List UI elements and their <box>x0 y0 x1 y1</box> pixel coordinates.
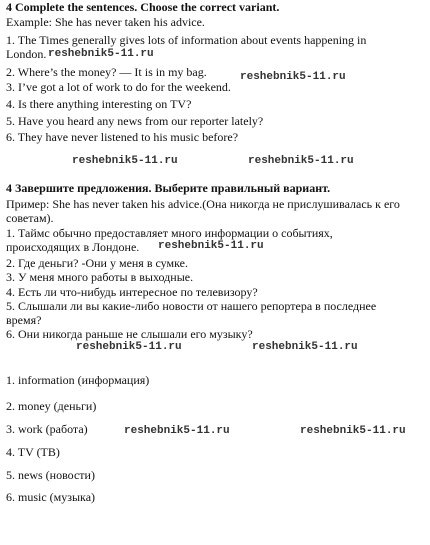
answer-2: 2. money (деньги) <box>6 399 97 413</box>
item-ru-5-continued: время? <box>6 313 42 327</box>
item-ru-4: 4. Есть ли что-нибудь интересное по телевизору? <box>6 285 258 299</box>
item-en-4: 4. Is there anything interesting on TV? <box>6 97 192 111</box>
watermark: reshebnik5-11.ru <box>48 48 154 60</box>
watermark: reshebnik5-11.ru <box>252 341 358 353</box>
item-en-3: 3. I’ve got a lot of work to do for the weekend. <box>6 80 231 94</box>
watermark: reshebnik5-11.ru <box>158 240 264 252</box>
watermark: reshebnik5-11.ru <box>124 425 230 437</box>
item-ru-3: 3. У меня много работы в выходные. <box>6 270 194 284</box>
example-en: Example: She has never taken his advice. <box>6 15 205 29</box>
item-ru-5: 5. Слышали ли вы какие-либо новости от нашего репортера в последнее <box>6 299 377 313</box>
watermark: reshebnik5-11.ru <box>240 71 346 83</box>
exercise-heading-en: 4 Complete the sentences. Choose the correct variant. <box>6 0 280 14</box>
answer-1: 1. information (информация) <box>6 373 150 387</box>
item-ru-6: 6. Они никогда раньше не слышали его музыку? <box>6 327 253 341</box>
watermark: reshebnik5-11.ru <box>248 155 354 167</box>
item-en-1: 1. The Times generally gives lots of information about events happening in <box>6 33 367 47</box>
item-ru-2: 2. Где деньги? -Они у меня в сумке. <box>6 256 188 270</box>
item-ru-1: 1. Таймс обычно предоставляет много информации о событиях, <box>6 226 333 240</box>
example-ru: Пример: She has never taken his advice.(Она никогда не прислушивалась к его <box>6 197 400 211</box>
watermark: reshebnik5-11.ru <box>76 341 182 353</box>
answer-6: 6. music (музыка) <box>6 490 96 504</box>
answer-4: 4. TV (ТВ) <box>6 445 60 459</box>
answer-5: 5. news (новости) <box>6 468 95 482</box>
exercise-heading-ru: 4 Завершите предложения. Выберите правильный вариант. <box>6 181 331 195</box>
item-en-2: 2. Where’s the money? — It is in my bag. <box>6 65 207 79</box>
item-en-6: 6. They have never listened to his music before? <box>6 130 239 144</box>
item-en-5: 5. Have you heard any news from our reporter lately? <box>6 114 264 128</box>
item-en-1-continued: London. <box>6 47 47 61</box>
example-ru-continued: советам). <box>6 211 54 225</box>
answer-3: 3. work (работа) <box>6 422 88 436</box>
item-ru-1-continued: происходящих в Лондоне. <box>6 240 140 254</box>
watermark: reshebnik5-11.ru <box>300 425 406 437</box>
watermark: reshebnik5-11.ru <box>72 155 178 167</box>
